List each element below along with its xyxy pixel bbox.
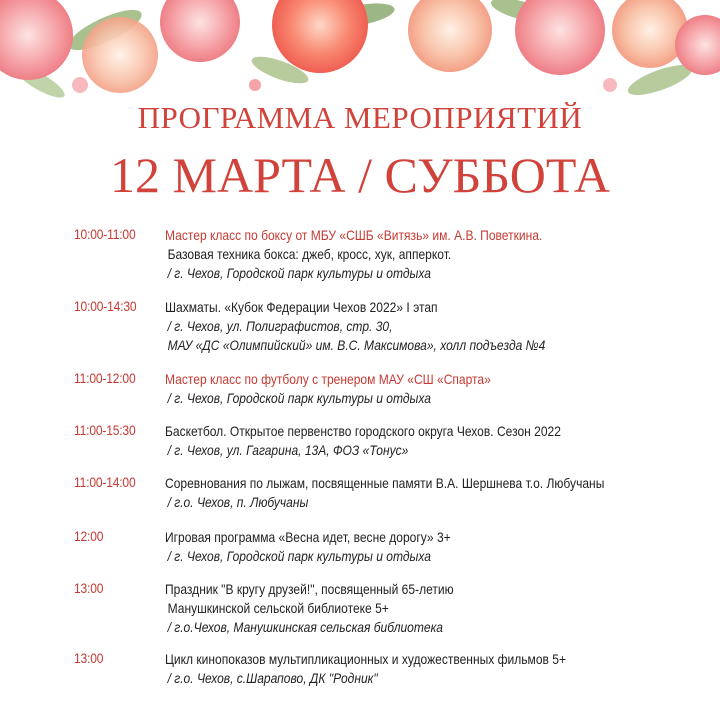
flower-shape [160, 0, 240, 62]
event-place: МАУ «ДС «Олимпийский» им. В.С. Максимова», холл подъезда №4 [167, 337, 546, 353]
event-time: 12:00 [74, 528, 104, 544]
flower-shape [0, 0, 73, 80]
event-time: 11:00-14:00 [74, 474, 136, 490]
header [0, 98, 720, 204]
blossom-shape [603, 78, 617, 92]
blossom-shape [249, 79, 261, 91]
event-time: 11:00-12:00 [74, 370, 136, 386]
page-date: 12 МАРТА / СУББОТА [110, 147, 610, 203]
event-time: 11:00-15:30 [74, 422, 136, 438]
event-place: / г.о. Чехов, с.Шарапово, ДК "Родник" [167, 670, 378, 686]
flower-shape [82, 17, 158, 93]
page-title: ПРОГРАММА МЕРОПРИЯТИЙ [137, 100, 583, 135]
event-place: / г. Чехов, ул. Гагарина, 13А, ФОЗ «Тонус» [167, 442, 409, 458]
event-title: Мастер класс по футболу с тренером МАУ «СШ «Спарта» [165, 371, 491, 387]
event-title: Мастер класс по боксу от МБУ «СШБ «Витязь» им. А.В. Поветкина. [165, 227, 543, 243]
event-time: 13:00 [74, 650, 104, 666]
event-title: Цикл кинопоказов мультипликационных и художественных фильмов 5+ [165, 651, 567, 667]
flower-shape [612, 0, 688, 68]
event-title: Праздник "В кругу друзей!", посвященный 65-летию [165, 581, 454, 597]
event-title: Соревнования по лыжам, посвященные памяти В.А. Шершнева т.о. Любучаны [165, 475, 605, 491]
flower-shape [272, 0, 368, 73]
event-detail: Манушкинской сельской библиотеке 5+ [167, 600, 389, 616]
event-title: Игровая программа «Весна идет, весне дорогу» 3+ [165, 529, 451, 545]
event-title: Баскетбол. Открытое первенство городского округа Чехов. Сезон 2022 [165, 423, 561, 439]
event-place: / г. Чехов, ул. Полиграфистов, стр. 30, [167, 318, 393, 334]
event-place: / г. Чехов, Городской парк культуры и отдыха [167, 390, 431, 406]
event-place: / г.о. Чехов, п. Любучаны [167, 494, 309, 510]
flower-shape [408, 0, 492, 72]
event-detail: Базовая техника бокса: джеб, кросс, хук, апперкот. [167, 246, 452, 262]
event-place: / г. Чехов, Городской парк культуры и отдыха [167, 265, 431, 281]
event-place: / г.о.Чехов, Манушкинская сельская библиотека [167, 619, 443, 635]
event-place: / г. Чехов, Городской парк культуры и отдыха [167, 548, 431, 564]
event-title: Шахматы. «Кубок Федерации Чехов 2022» I этап [165, 299, 438, 315]
event-time: 10:00-14:30 [74, 298, 137, 314]
event-time: 13:00 [74, 580, 104, 596]
flower-shape [515, 0, 605, 75]
floral-banner-image [0, 0, 720, 100]
blossom-shape [72, 77, 88, 93]
event-time: 10:00-11:00 [74, 226, 136, 242]
